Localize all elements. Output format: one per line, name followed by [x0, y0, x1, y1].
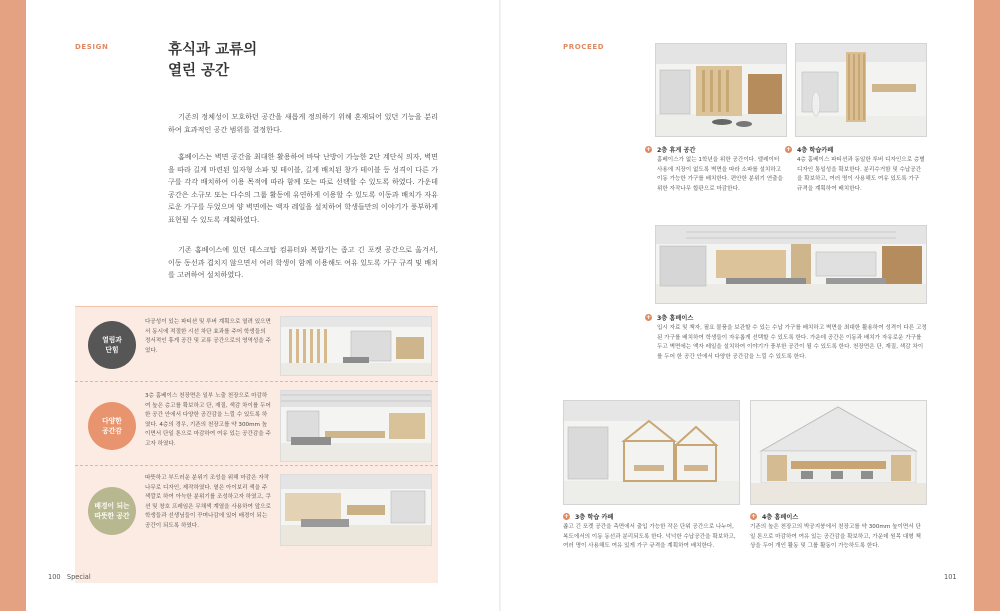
feature-badge-warm-background: 배경이 되는 따뜻한 공간	[88, 487, 136, 535]
design-section-label: DESIGN	[75, 43, 109, 51]
caption-marker-icon: +	[785, 146, 792, 153]
caption-text-4f-homebase: 기존의 높은 천장고의 박공지붕에서 천장고를 약 300mm 높이면서 단일 톤으로 마감하여 여유 있는 공간감을 확보하고, 가운데 원목 대형 책상을 두어 개인 활동 및 그룹 활동이 가능하도록 한다.	[750, 524, 921, 550]
photo-4f-homebase	[750, 400, 927, 505]
caption-marker-icon: +	[563, 513, 570, 520]
feature-divider	[75, 465, 438, 466]
photo-3f-homebase	[655, 225, 927, 304]
feature-text-warm-background: 따뜻하고 부드러운 분위기 조성을 위해 마감은 자작나무로 디자인, 제작하였다. 옅은 아이보리 색을 주 색깔로 하여 아늑한 분위기를 조성하고자 하였고, 쿠션 및 창호 프레임은 무채색 계열을 사용하여 앞으로 학생들과 선생님들이 꾸며나감에 있어 배경이 되는 공간이 되도록 하였다.	[145, 475, 271, 529]
page-title	[168, 40, 257, 82]
photo-4f-study-cafe	[795, 43, 927, 137]
left-page-edge-band	[0, 0, 26, 611]
caption-marker-icon: +	[645, 314, 652, 321]
intro-paragraph-3: 기존 홈베이스에 있던 데스크탑 컴퓨터와 복합기는 좁고 긴 포켓 공간으로 옮겨서, 이동 동선과 겹치지 않으면서 여러 학생이 함께 이용해도 여유 있도록 가구 규격 및 배치를 고려하여 설치하였다.	[168, 245, 438, 280]
feature-badge-spatial-variety: 다양한 공간감	[88, 402, 136, 450]
photo-3f-study-cafe	[563, 400, 740, 505]
feature-panel	[75, 306, 438, 583]
caption-title-2f-lounge: + 2층 휴게 공간	[645, 146, 696, 154]
caption-text-2f-lounge: 홈베이스가 없는 1학년을 위한 공간이다. 엘레이터 사용에 지장이 없도록 벽면을 따라 소파를 설치하고 이동 가능한 가구를 배치한다. 편안한 분위기 연출을 위한 자작나무 합판으로 마감한다.	[657, 157, 783, 192]
thumbnail-homebase-ceiling	[280, 390, 432, 462]
caption-marker-icon: +	[750, 513, 757, 520]
title-line-2: 열린 공간	[168, 63, 230, 79]
feature-text-open-closed: 다공성이 있는 파티션 및 루버 계획으로 열려 있으면서 동시에 적절한 시선 차단 효과를 주어 학생들의 정서적인 휴게 공간 및 교류 공간으로의 영역성을 주었다.	[145, 319, 271, 354]
right-page-number: 101	[944, 573, 957, 581]
thumbnail-birch-finish	[280, 474, 432, 546]
caption-marker-icon: +	[645, 146, 652, 153]
caption-text-4f-study-cafe: 4층 홈베이스 파티션과 동일한 루버 디자인으로 층별 디자인 통일성을 확보한다. 분리수거함 및 수납공간을 확보하고, 여러 명이 사용해도 여유 있도록 가구 규격을 계획하여 배치한다.	[797, 157, 925, 192]
thumbnail-louver-partition	[280, 316, 432, 376]
caption-title-4f-homebase: + 4층 홈베이스	[750, 513, 799, 521]
feature-text-spatial-variety: 3층 홈베이스 천장면은 일부 노출 천장으로 마감하여 높은 층고를 확보하고 단, 재질, 색감 차이를 두어 한 공간 안에서 다양한 공간감을 느낄 수 있도록 하였다. 4층의 경우, 기존의 천장고를 약 300mm 높이면서 단일 톤으로 마감하여 여유 있는 공간감을 주고자 하였다.	[145, 393, 271, 447]
proceed-section-label: PROCEED	[563, 43, 605, 51]
feature-badge-open-closed: 열림과 단힘	[88, 321, 136, 369]
caption-text-3f-study-cafe: 좁고 긴 포켓 공간을 측면에서 출입 가능한 작은 단위 공간으로 나누어, 복도에서의 이동 동선과 분리되도록 한다. 넉넉한 수납공간을 확보하고, 여러 명이 사용해도 여유 있게 가구 규격을 계획하여 배치한다.	[563, 524, 736, 550]
title-line-1: 휴식과 교류의	[168, 42, 258, 58]
photo-2f-lounge	[655, 43, 787, 137]
caption-text-3f-homebase: 입시 자료 및 책자, 필요 물품을 보관할 수 있는 수납 가구를 배치하고 벽면을 최대한 활용하여 성격이 다른 고정된 가구를 배치하여 학생들이 자유롭게 선택할 수 있도록 한다. 가운데 공간은 이동과 배치가 자유로운 가구를 두고 벽면에는 액자 레일을 설치하여 이야기가 풍부한 공간이 될 수 있도록 한다. 천장면은 단, 재질, 색감 차이를 두어 한 공간 안에서 다양한 공간감을 느낄 수 있도록 한다.	[657, 325, 927, 360]
intro-paragraph-2: 홈베이스는 벽면 공간을 최대한 활용하여 바닥 난방이 가능한 2단 계단식 의자, 벽면을 따라 길게 마련된 일자형 소파 및 테이블, 길게 배치된 창가 테이블 등 성격이 다른 가구를 각각 배치하여 이용 목적에 따라 함께 또는 따로 선택할 수 있도록 하였다. 가운데 공간은 소규모 또는 다수의 그룹 활동에 유연하게 이용할 수 있도록 이동과 배치가 자유로운 가구를 두었으며 양 벽면에는 액자 레일을 설치하여 학생들만의 이야기가 풍부하게 표현될 수 있도록 계획하였다.	[168, 152, 438, 224]
intro-paragraph-1: 기존의 정체성이 모호하던 공간을 새롭게 정의하기 위해 혼재되어 있던 기능을 분리하여 효과적인 공간 범위를 결정한다.	[168, 112, 438, 134]
left-page-number: 100 Special	[48, 573, 91, 581]
feature-divider	[75, 381, 438, 382]
caption-title-3f-study-cafe: + 3층 학습 카페	[563, 513, 614, 521]
caption-title-3f-homebase: + 3층 홈베이스	[645, 314, 694, 322]
caption-title-4f-study-cafe: + 4층 학습카페	[785, 146, 834, 154]
book-spine	[499, 0, 501, 611]
right-page-edge-band	[974, 0, 1000, 611]
